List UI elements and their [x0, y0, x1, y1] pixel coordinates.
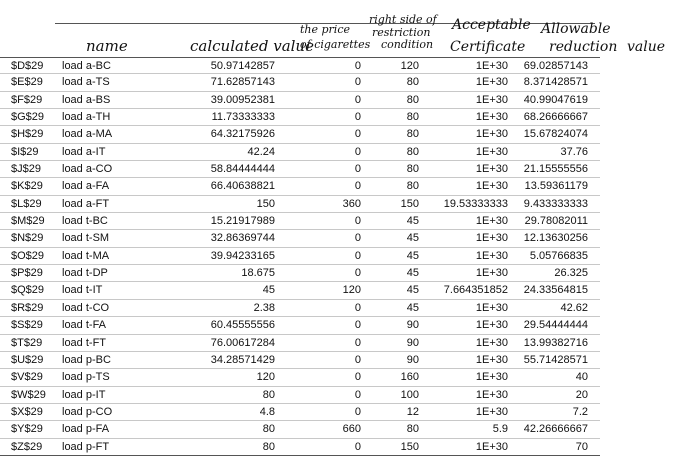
table-row [0, 57, 600, 74]
cell-price: 0 [354, 319, 361, 332]
table-row [0, 92, 600, 109]
cell-price: 0 [354, 440, 361, 453]
cell-rhs: 45 [406, 301, 419, 314]
cell-calculated-value: 80 [262, 388, 275, 401]
cell-certificate: 1E+30 [475, 232, 508, 245]
cell-reference: $V$29 [11, 371, 43, 384]
cell-reference: $P$29 [11, 267, 43, 280]
table-row [0, 109, 600, 126]
table-row [0, 387, 600, 404]
cell-reduction: 5.05766835 [529, 249, 588, 262]
cell-certificate: 1E+30 [475, 301, 508, 314]
cell-rhs: 80 [406, 423, 419, 436]
cell-certificate: 1E+30 [475, 93, 508, 106]
cell-calculated-value: 42.24 [247, 145, 275, 158]
cell-name: load p-FT [62, 440, 110, 453]
cell-name: load t-IT [62, 284, 103, 297]
cell-reference: $S$29 [11, 319, 43, 332]
header-reduction-line1: Allowable [541, 21, 611, 37]
cell-calculated-value: 2.38 [253, 301, 275, 314]
table-row [0, 352, 600, 369]
cell-certificate: 1E+30 [475, 336, 508, 349]
cell-rhs: 80 [406, 163, 419, 176]
cell-calculated-value: 45 [262, 284, 275, 297]
cell-reference: $E$29 [11, 76, 43, 89]
cell-certificate: 7.664351852 [443, 284, 508, 297]
cell-reference: $L$29 [11, 197, 42, 210]
header-certificate-line1: Acceptable [452, 17, 531, 33]
cell-certificate: 19.53333333 [443, 197, 508, 210]
cell-certificate: 1E+30 [475, 371, 508, 384]
cell-rhs: 45 [406, 232, 419, 245]
cell-certificate: 1E+30 [475, 440, 508, 453]
cell-reference: $W$29 [11, 388, 46, 401]
cell-calculated-value: 71.62857143 [210, 76, 275, 89]
cell-certificate: 1E+30 [475, 405, 508, 418]
cell-calculated-value: 66.40638821 [210, 180, 275, 193]
table-row [0, 421, 600, 438]
header-price-line1: the price [300, 23, 350, 36]
cell-reference: $U$29 [11, 353, 44, 366]
cell-certificate: 1E+30 [475, 180, 508, 193]
cell-certificate: 1E+30 [475, 111, 508, 124]
cell-price: 0 [354, 353, 361, 366]
cell-certificate: 1E+30 [475, 215, 508, 228]
header-certificate-line2: Certificate [450, 39, 526, 55]
cell-reference: $Q$29 [11, 284, 45, 297]
cell-name: load a-BC [62, 60, 111, 72]
cell-reduction: 42.62 [560, 301, 588, 314]
cell-reduction: 37.76 [560, 145, 588, 158]
cell-rhs: 45 [406, 249, 419, 262]
table-row [0, 404, 600, 421]
table-row [0, 248, 600, 265]
table-row [0, 439, 600, 456]
cell-certificate: 1E+30 [475, 249, 508, 262]
cell-name: load p-BC [62, 353, 111, 366]
cell-calculated-value: 64.32175926 [210, 128, 275, 141]
cell-name: load t-DP [62, 267, 108, 280]
cell-price: 0 [354, 93, 361, 106]
cell-rhs: 45 [406, 284, 419, 297]
cell-rhs: 150 [400, 197, 419, 210]
data-table [0, 57, 600, 456]
cell-reference: $O$29 [11, 249, 45, 262]
cell-calculated-value: 39.94233165 [210, 249, 275, 262]
cell-name: load t-FT [62, 336, 107, 349]
cell-price: 0 [354, 128, 361, 141]
cell-price: 0 [354, 388, 361, 401]
table-row [0, 335, 600, 352]
cell-certificate: 1E+30 [475, 60, 508, 72]
cell-reduction: 20 [575, 388, 588, 401]
cell-name: load a-BS [62, 93, 111, 106]
cell-name: load a-TS [62, 76, 110, 89]
table-row [0, 282, 600, 299]
cell-calculated-value: 32.86369744 [210, 232, 275, 245]
cell-name: load t-FA [62, 319, 107, 332]
cell-reference: $R$29 [11, 301, 44, 314]
cell-price: 0 [354, 301, 361, 314]
cell-certificate: 1E+30 [475, 76, 508, 89]
cell-calculated-value: 60.45555556 [210, 319, 275, 332]
header-rhs-line3: condition [381, 38, 434, 51]
table-row [0, 213, 600, 230]
cell-rhs: 80 [406, 180, 419, 193]
cell-price: 360 [342, 197, 361, 210]
cell-rhs: 80 [406, 128, 419, 141]
cell-rhs: 160 [400, 371, 419, 384]
cell-certificate: 5.9 [492, 423, 508, 436]
cell-reduction: 15.67824074 [523, 128, 588, 141]
cell-price: 0 [354, 215, 361, 228]
cell-calculated-value: 39.00952381 [210, 93, 275, 106]
cell-name: load t-SM [62, 232, 110, 245]
cell-rhs: 90 [406, 336, 419, 349]
cell-reduction: 68.26666667 [523, 111, 588, 124]
cell-calculated-value: 15.21917989 [210, 215, 275, 228]
cell-calculated-value: 4.8 [259, 405, 275, 418]
cell-calculated-value: 80 [262, 440, 275, 453]
cell-price: 0 [354, 145, 361, 158]
cell-rhs: 45 [406, 215, 419, 228]
cell-reduction: 26.325 [554, 267, 588, 280]
cell-calculated-value: 76.00617284 [210, 336, 275, 349]
cell-price: 0 [354, 405, 361, 418]
cell-calculated-value: 50.97142857 [210, 60, 275, 72]
header-rhs-line2: restriction [372, 26, 431, 39]
cell-rhs: 90 [406, 353, 419, 366]
cell-reduction: 29.54444444 [523, 319, 588, 332]
cell-rhs: 100 [400, 388, 419, 401]
cell-rhs: 80 [406, 76, 419, 89]
cell-reduction: 13.99382716 [523, 336, 588, 349]
cell-rhs: 80 [406, 145, 419, 158]
cell-calculated-value: 58.84444444 [210, 163, 275, 176]
cell-calculated-value: 150 [256, 197, 275, 210]
cell-reduction: 24.33564815 [523, 284, 588, 297]
cell-reference: $Y$29 [11, 423, 43, 436]
header-name: name [86, 37, 128, 55]
cell-rhs: 45 [406, 267, 419, 280]
cell-price: 660 [342, 423, 361, 436]
header-price-line2: of cigarettes [300, 38, 371, 51]
cell-calculated-value: 120 [256, 371, 275, 384]
cell-reduction: 70 [575, 440, 588, 453]
cell-reference: $D$29 [11, 60, 44, 72]
header-rhs-line1: right side of [369, 13, 437, 26]
cell-name: load t-CO [62, 301, 110, 314]
cell-reference: $F$29 [11, 93, 43, 106]
cell-name: load a-FA [62, 180, 110, 193]
cell-reduction: 40 [575, 371, 588, 384]
table-row [0, 317, 600, 334]
cell-reduction: 13.59361179 [524, 180, 588, 193]
cell-reduction: 29.78082011 [524, 215, 588, 228]
cell-reference: $Z$29 [11, 440, 43, 453]
cell-calculated-value: 80 [262, 423, 275, 436]
cell-certificate: 1E+30 [475, 145, 508, 158]
cell-reduction: 9.433333333 [523, 197, 588, 210]
table-row [0, 161, 600, 178]
cell-reduction: 69.02857143 [523, 60, 588, 72]
cell-reference: $K$29 [11, 180, 43, 193]
cell-name: load a-CO [62, 163, 113, 176]
cell-price: 0 [354, 60, 361, 72]
table-row [0, 74, 600, 91]
cell-name: load p-CO [62, 405, 113, 418]
cell-certificate: 1E+30 [475, 163, 508, 176]
cell-certificate: 1E+30 [475, 388, 508, 401]
header-calculated-value: calculated value [190, 37, 314, 55]
cell-reference: $G$29 [11, 111, 45, 124]
table-row [0, 265, 600, 282]
cell-name: load a-MA [62, 128, 113, 141]
cell-rhs: 12 [406, 405, 419, 418]
table-row [0, 144, 600, 161]
cell-name: load a-TH [62, 111, 111, 124]
cell-reference: $N$29 [11, 232, 44, 245]
cell-reference: $T$29 [11, 336, 43, 349]
cell-price: 0 [354, 180, 361, 193]
cell-certificate: 1E+30 [475, 128, 508, 141]
cell-price: 0 [354, 267, 361, 280]
cell-certificate: 1E+30 [475, 267, 508, 280]
cell-price: 0 [354, 249, 361, 262]
cell-reduction: 42.26666667 [523, 423, 588, 436]
cell-rhs: 150 [400, 440, 419, 453]
cell-name: load t-MA [62, 249, 110, 262]
cell-price: 120 [342, 284, 361, 297]
cell-reduction: 8.371428571 [523, 76, 588, 89]
cell-reduction: 12.13630256 [523, 232, 588, 245]
table-row [0, 230, 600, 247]
cell-reduction: 55.71428571 [523, 353, 588, 366]
cell-certificate: 1E+30 [475, 353, 508, 366]
cell-reduction: 7.2 [572, 405, 588, 418]
cell-reference: $H$29 [11, 128, 44, 141]
cell-reference: $I$29 [11, 145, 39, 158]
cell-reduction: 40.99047619 [523, 93, 588, 106]
cell-rhs: 120 [400, 60, 419, 72]
cell-name: load a-FT [62, 197, 110, 210]
header-reduction-line2: reduction [549, 39, 618, 55]
cell-rhs: 80 [406, 93, 419, 106]
cell-reference: $J$29 [11, 163, 41, 176]
cell-price: 0 [354, 163, 361, 176]
cell-name: load t-BC [62, 215, 108, 228]
cell-name: load p-FA [62, 423, 110, 436]
cell-reference: $M$29 [11, 215, 45, 228]
cell-reduction: 21.15555556 [523, 163, 588, 176]
cell-calculated-value: 34.28571429 [210, 353, 275, 366]
table-row [0, 178, 600, 195]
cell-calculated-value: 11.73333333 [211, 111, 275, 124]
cell-price: 0 [354, 111, 361, 124]
cell-reference: $X$29 [11, 405, 43, 418]
table-row [0, 126, 600, 143]
cell-certificate: 1E+30 [475, 319, 508, 332]
cell-rhs: 80 [406, 111, 419, 124]
cell-price: 0 [354, 232, 361, 245]
cell-price: 0 [354, 371, 361, 384]
cell-rhs: 90 [406, 319, 419, 332]
cell-calculated-value: 18.675 [241, 267, 275, 280]
cell-name: load p-TS [62, 371, 110, 384]
header-value: value [627, 39, 666, 55]
table-row [0, 196, 600, 213]
cell-name: load p-IT [62, 388, 106, 401]
cell-price: 0 [354, 76, 361, 89]
cell-price: 0 [354, 336, 361, 349]
table-row [0, 300, 600, 317]
cell-name: load a-IT [62, 145, 106, 158]
table-row [0, 369, 600, 386]
